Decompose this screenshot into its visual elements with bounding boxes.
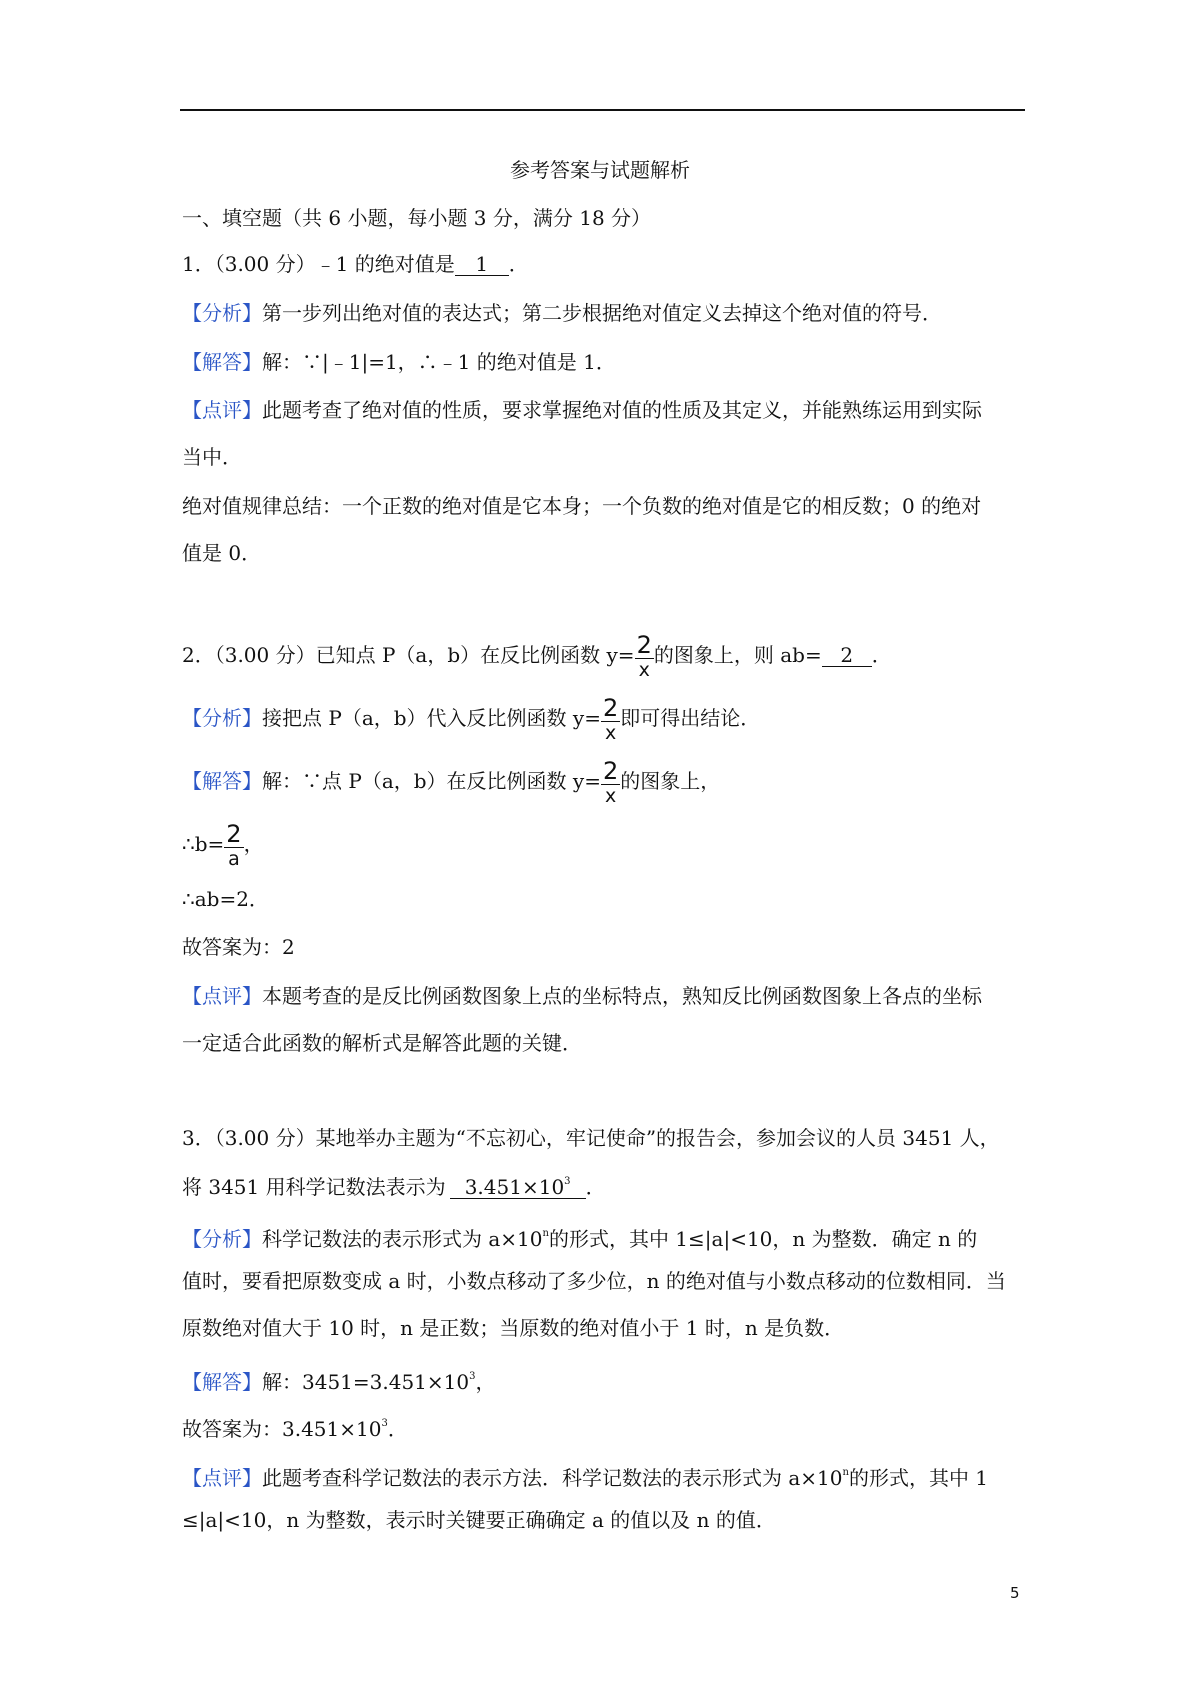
q2-final: 故答案为：2 [182, 935, 295, 959]
answer-tag: 【解答】 [182, 769, 262, 793]
q1-stem: 1．（3.00 分）﹣1 的绝对值是 1 ． [182, 252, 529, 276]
q3-analysis: 【分析】科学记数法的表示形式为 $a\times 10^n$的形式，其中 1≤|a|<10，n 为整数．确定 n 的 [182, 1227, 978, 1251]
q3-stem-cont: 将 3451 用科学记数法表示为 $3.451\times 10^3$ ． [182, 1171, 606, 1201]
q3-answer-blank: $3.451\times 10^3$ [450, 1171, 586, 1199]
q2-step1: ∴b= $\frac{2}{a}$ ， [182, 820, 264, 870]
q2-comment-cont: 一定适合此函数的解析式是解答此题的关键． [182, 1031, 582, 1055]
q2-answer: 【解答】解：∵点 P（a，b）在反比例函数 y= $\frac{2}{x}$ 的图象上， [182, 757, 721, 807]
q2-step2: ∴ab=2． [182, 887, 269, 911]
q1-answer: 【解答】解：∵|﹣1|=1，∴﹣1 的绝对值是 1． [182, 350, 616, 374]
analysis-tag: 【分析】 [182, 301, 262, 325]
q1-comment: 【点评】此题考查了绝对值的性质，要求掌握绝对值的性质及其定义，并能熟练运用到实际 [182, 398, 982, 422]
comment-tag: 【点评】 [182, 1466, 262, 1490]
q1-answer-blank: 1 [455, 253, 509, 276]
q2-analysis: 【分析】接把点 P（a，b）代入反比例函数 y= $\frac{2}{x}$ 即可得出结论． [182, 694, 761, 744]
fraction: $\frac{2}{x}$ [602, 694, 619, 744]
q3-comment: 【点评】此题考查科学记数法的表示方法．科学记数法的表示形式为 $a\times 10^n$的形式，其中 1 [182, 1466, 989, 1490]
q2-answer-blank: 2 [822, 644, 872, 667]
header-rule [180, 109, 1025, 111]
analysis-tag: 【分析】 [182, 706, 262, 730]
q1-comment-cont: 当中． [182, 445, 242, 469]
comment-tag: 【点评】 [182, 984, 262, 1008]
page-number: 5 [1010, 1584, 1020, 1602]
q3-answer: 【解答】解：$3451=3.451\times 10^3$， [182, 1370, 496, 1394]
q1-summary: 绝对值规律总结：一个正数的绝对值是它本身；一个负数的绝对值是它的相反数；0 的绝对 [182, 494, 982, 518]
answer-tag: 【解答】 [182, 1370, 262, 1394]
fraction: $\frac{2}{x}$ [602, 757, 619, 807]
fraction: $\frac{2}{a}$ [226, 820, 242, 870]
q3-analysis-cont-2: 原数绝对值大于 10 时，n 是正数；当原数的绝对值小于 1 时，n 是负数． [182, 1316, 845, 1340]
q1-summary-cont: 值是 0． [182, 541, 262, 565]
page-title: 参考答案与试题解析 [510, 158, 690, 182]
q3-stem: 3．（3.00 分）某地举办主题为“不忘初心，牢记使命”的报告会，参加会议的人员 3451 人， [182, 1126, 1000, 1150]
q3-analysis-cont-1: 值时，要看把原数变成 a 时，小数点移动了多少位，n 的绝对值与小数点移动的位数相同．当 [182, 1269, 1006, 1293]
comment-tag: 【点评】 [182, 398, 262, 422]
analysis-tag: 【分析】 [182, 1227, 262, 1251]
q3-comment-cont: ≤|a|<10，n 为整数，表示时关键要正确确定 a 的值以及 n 的值． [182, 1508, 776, 1532]
q1-analysis: 【分析】第一步列出绝对值的表达式；第二步根据绝对值定义去掉这个绝对值的符号． [182, 301, 942, 325]
q3-final: 故答案为：$3.451\times 10^3$． [182, 1417, 408, 1441]
q2-comment: 【点评】本题考查的是反比例函数图象上点的坐标特点，熟知反比例函数图象上各点的坐标 [182, 984, 982, 1008]
answer-tag: 【解答】 [182, 350, 262, 374]
section-heading: 一、填空题（共 6 小题，每小题 3 分，满分 18 分） [182, 206, 652, 230]
fraction: $\frac{2}{x}$ [636, 631, 652, 681]
q2-stem: 2．（3.00 分）已知点 P（a，b）在反比例函数 y= $\frac{2}{x}$ 的图象上，则 ab= 2 ． [182, 631, 892, 681]
